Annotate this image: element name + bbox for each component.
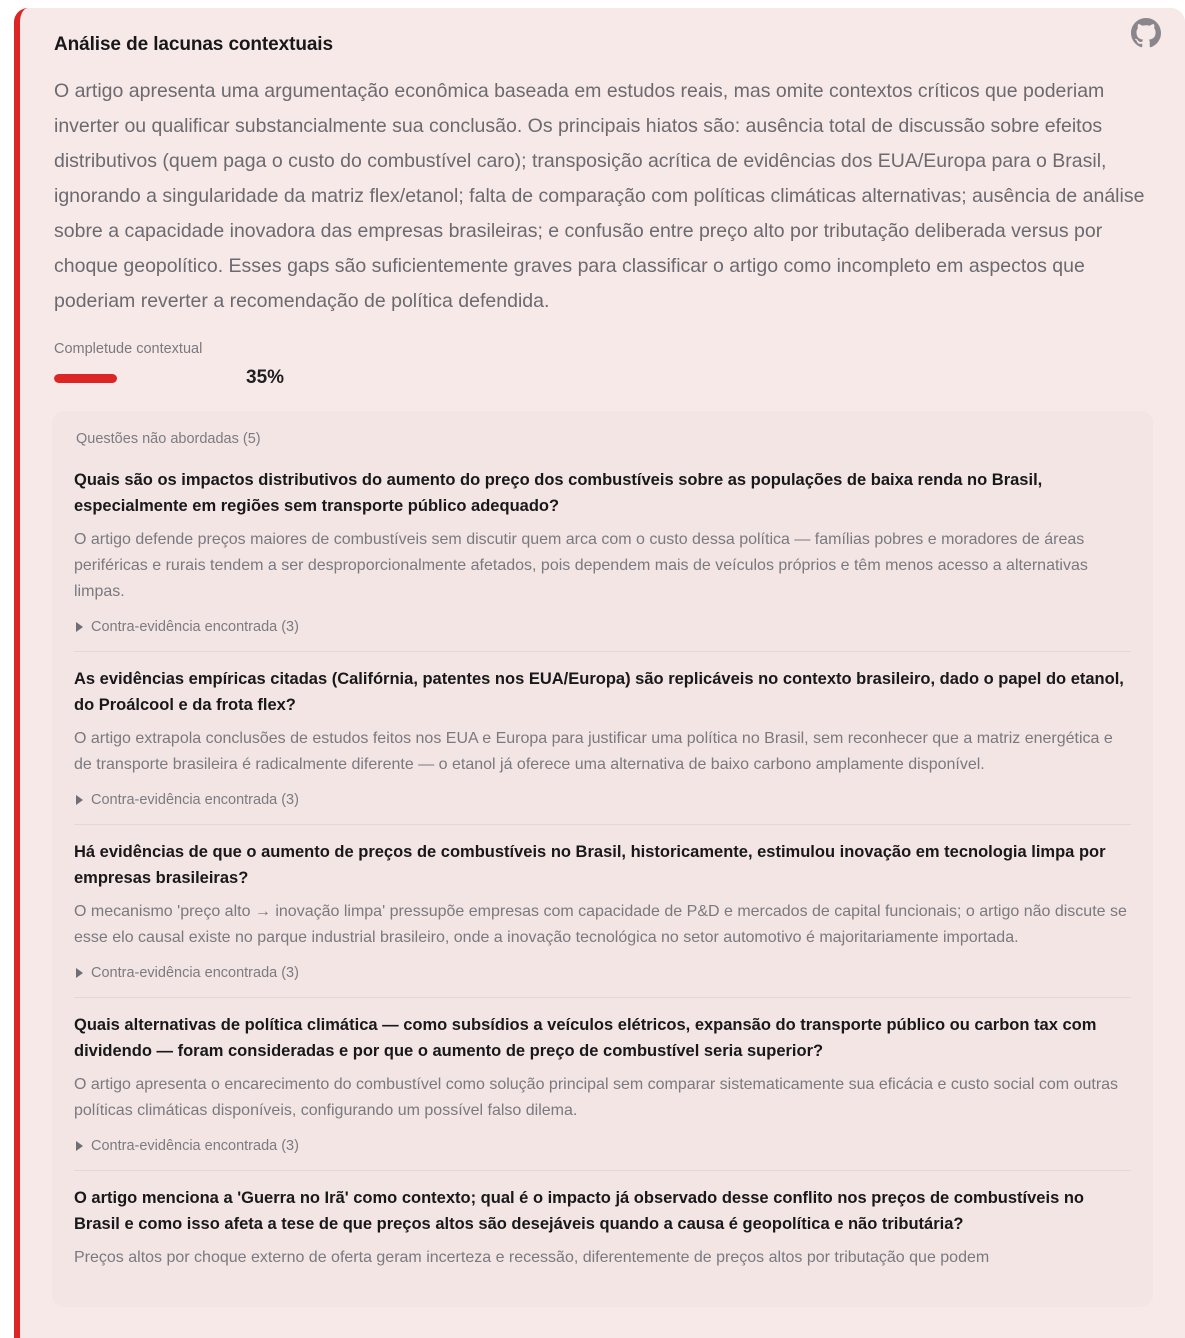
counter-evidence-label: Contra-evidência encontrada (3) bbox=[91, 965, 299, 981]
question-title: O artigo menciona a 'Guerra no Irã' como contexto; qual é o impacto já observado desse conflito nos preços de combustíveis no Brasil e como isso afeta a tese de que preços altos são desejáveis quando a causa é geopolítica e não tributária? bbox=[74, 1189, 1084, 1233]
progress-value: 35% bbox=[246, 367, 285, 388]
counter-evidence-label: Contra-evidência encontrada (3) bbox=[91, 1138, 299, 1154]
question-title: Quais são os impactos distributivos do aumento do preço dos combustíveis sobre as populações de baixa renda no Brasil, especialmente em regiões sem transporte público adequado? bbox=[74, 471, 1043, 515]
counter-evidence-disclosure[interactable] bbox=[74, 1138, 1131, 1154]
question-item bbox=[74, 1185, 1131, 1271]
question-item bbox=[74, 839, 1131, 998]
chevron-right-icon bbox=[76, 622, 83, 632]
question-body: O artigo defende preços maiores de combustíveis sem discutir quem arca com o custo dessa política — famílias pobres e moradores de áreas periféricas e rurais tendem a ser desproporcionalmente afetados, pois dependem mais de veículos próprios e têm menos acesso a alternativas limpas. bbox=[74, 531, 1088, 600]
question-body: O artigo apresenta o encarecimento do combustível como solução principal sem comparar sistematicamente sua eficácia e custo social com outras políticas climáticas disponíveis, configurando um possível falso dilema. bbox=[74, 1076, 1119, 1119]
progress-label: Completude contextual bbox=[54, 341, 203, 357]
unaddressed-questions-card bbox=[52, 411, 1153, 1307]
question-title: As evidências empíricas citadas (Califórnia, patentes nos EUA/Europa) são replicáveis no contexto brasileiro, dado o papel do etanol, do Proálcool e da frota flex? bbox=[74, 670, 1124, 714]
counter-evidence-disclosure[interactable] bbox=[74, 619, 1131, 635]
counter-evidence-disclosure[interactable] bbox=[74, 792, 1131, 808]
question-body: Preços altos por choque externo de oferta geram incerteza e recessão, diferentemente de preços altos por tributação que podem bbox=[74, 1249, 990, 1266]
counter-evidence-label: Contra-evidência encontrada (3) bbox=[91, 619, 299, 635]
question-item bbox=[74, 666, 1131, 825]
counter-evidence-disclosure[interactable] bbox=[74, 965, 1131, 981]
chevron-right-icon bbox=[76, 968, 83, 978]
analysis-summary-text: O artigo apresenta uma argumentação econômica baseada em estudos reais, mas omite contextos críticos que poderiam inverter ou qualificar substancialmente sua conclusão. Os principais hiatos são: ausência total de discussão sobre efeitos distributivos (quem paga o custo do combustível caro); transposição acrítica de evidências dos EUA/Europa para o Brasil, ignorando a singularidade da matriz flex/etanol; falta de comparação com políticas climáticas alternativas; ausência de análise sobre a capacidade inovadora das empresas brasileiras; e confusão entre preço alto por tributação deliberada versus por choque geopolítico. Esses gaps são suficientemente graves para classificar o artigo como incompleto em aspectos que poderiam reverter a recomendação de política defendida. bbox=[54, 80, 1145, 312]
context-gap-analysis-panel bbox=[14, 8, 1185, 1338]
progress-fill bbox=[54, 374, 117, 383]
progress-track bbox=[54, 374, 234, 383]
question-title: Há evidências de que o aumento de preços de combustíveis no Brasil, historicamente, estimulou inovação em tecnologia limpa por empresas brasileiras? bbox=[74, 843, 1106, 887]
chevron-right-icon bbox=[76, 1141, 83, 1151]
question-item bbox=[74, 1012, 1131, 1171]
question-body: O mecanismo 'preço alto → inovação limpa' pressupõe empresas com capacidade de P&D e mercados de capital funcionais; o artigo não discute se esse elo causal existe no parque industrial brasileiro, onde a inovação tecnológica no setor automotivo é majoritariamente importada. bbox=[74, 903, 1127, 946]
questions-section-heading: Questões não abordadas (5) bbox=[76, 431, 261, 447]
page-title: Análise de lacunas contextuais bbox=[54, 34, 333, 55]
chevron-right-icon bbox=[76, 795, 83, 805]
question-item bbox=[74, 467, 1131, 652]
completeness-progress bbox=[54, 341, 1155, 389]
question-body: O artigo extrapola conclusões de estudos feitos nos EUA e Europa para justificar uma política no Brasil, sem reconhecer que a matriz energética e de transporte brasileira é radicalmente diferente — o etanol já oferece uma alternativa de baixo carbono amplamente disponível. bbox=[74, 730, 1113, 773]
counter-evidence-label: Contra-evidência encontrada (3) bbox=[91, 792, 299, 808]
question-title: Quais alternativas de política climática — como subsídios a veículos elétricos, expansão do transporte público ou carbon tax com dividendo — foram consideradas e por que o aumento de preço de combustível seria superior? bbox=[74, 1016, 1097, 1060]
github-mark-icon[interactable] bbox=[1131, 18, 1161, 48]
